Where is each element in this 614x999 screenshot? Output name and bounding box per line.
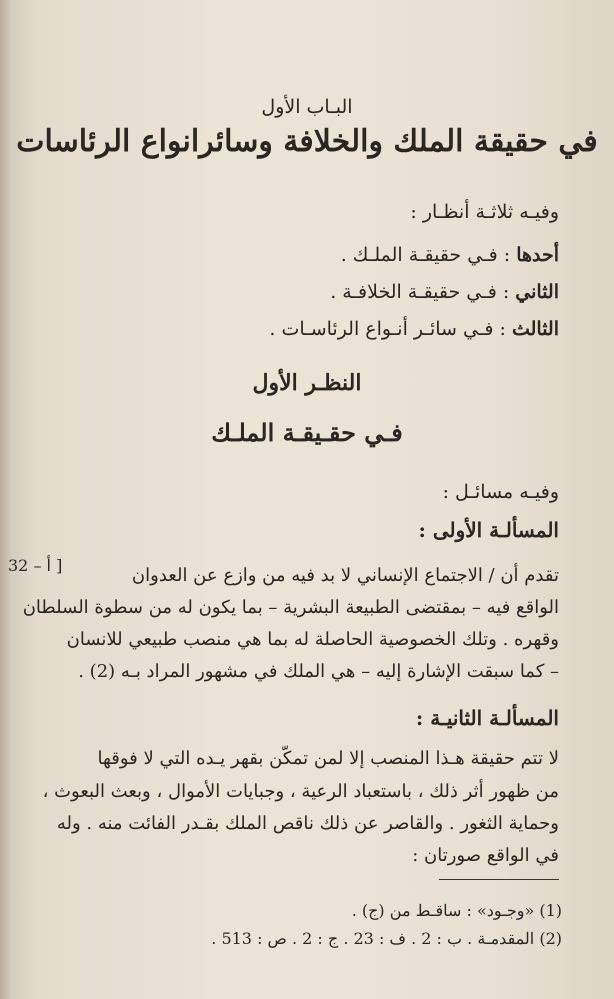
chapter-title: في حقيقة الملك والخلافة وسائرانواع الرئاسات: [16, 124, 598, 159]
intro-item-3-text: : فـي سائـر أنـواع الرئاسـات .: [269, 318, 512, 340]
mas2-line-1: لا تتم حقيقة هـذا المنصب إلا لمن تمكّن بقهر يـده التي لا فوقها: [97, 748, 559, 769]
mas2-heading: المسألـة الثانيـة :: [415, 706, 559, 730]
footnote-1: (1) «وجـود» : ساقـط من (ج) .: [351, 901, 562, 920]
intro-line: وفيـه ثلاثـة أنظـار :: [410, 201, 559, 223]
section-subheading: فـي حقـيقـة الملـك: [211, 418, 403, 447]
mas2-line-3: وحماية الثغور . والقاصر عن ذلك ناقص الملك بقـدر الفائت منه . وله: [56, 813, 559, 834]
mas2-line-2: من ظهور أثر ذلك ، باستعباد الرعية ، وجبايات الأموال ، وبعث البعوث ،: [42, 781, 559, 802]
footnote-separator: [439, 879, 559, 880]
intro-item-1: [341, 244, 559, 266]
section-heading: النظـر الأول: [252, 370, 362, 396]
chapter-label: البـاب الأول: [261, 96, 353, 118]
intro-item-1-label: أحدها: [516, 244, 559, 266]
margin-note: [ أ – 32: [8, 556, 63, 575]
masail-intro: وفيـه مسائـل :: [442, 481, 559, 503]
mas1-line-3: وقهره . وتلك الخصوصية الحاصلة له بما هي منصب طبيعي للانسان: [66, 629, 559, 650]
mas1-heading: المسألـة الأولى :: [418, 518, 559, 542]
intro-item-2: [330, 281, 559, 303]
intro-item-2-text: : فـي حقيقـة الخلافـة .: [330, 281, 516, 303]
mas1-line-1: تقدم أن / الاجتماع الإنساني لا بد فيه من وازع عن العدوان: [131, 565, 559, 586]
footnote-2: (2) المقدمـة . ب : 2 . ف : 23 . ج : 2 . ص : 513 .: [211, 929, 562, 948]
mas1-line-4: – كما سبقت الإشارة إليه – هي الملك في مشهور المراد بـه (2) .: [78, 661, 559, 682]
mas2-line-4: في الواقع صورتان :: [412, 845, 559, 866]
mas1-line-2: الواقع فيه – بمقتضى الطبيعة البشرية – بما يكون له من سطوة السلطان: [22, 597, 559, 618]
intro-item-1-text: : فـي حقيقـة الملـك .: [340, 244, 517, 266]
intro-item-2-label: الثاني: [515, 281, 559, 303]
intro-item-3: [269, 318, 559, 340]
intro-item-3-label: الثالث: [511, 318, 559, 340]
